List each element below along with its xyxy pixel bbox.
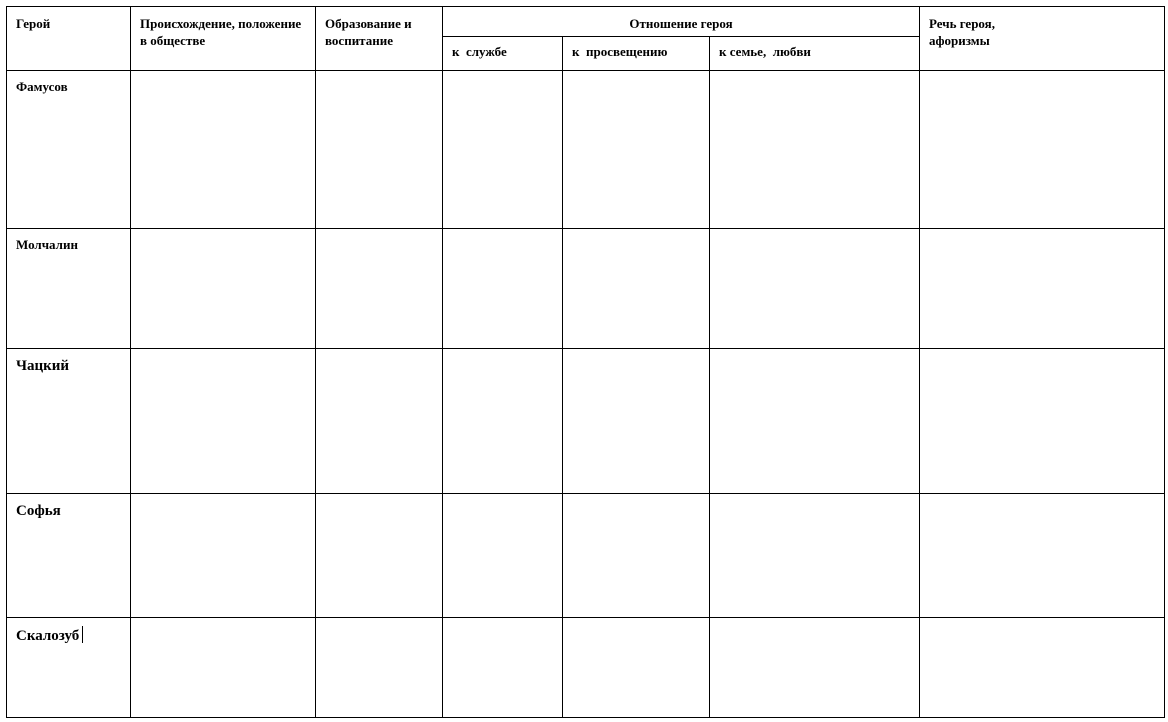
table-cell[interactable] — [710, 349, 920, 494]
header-attitude-text: Отношение героя — [629, 16, 733, 31]
table-cell[interactable] — [131, 494, 316, 618]
table-cell[interactable] — [710, 71, 920, 229]
table-cell[interactable] — [443, 229, 563, 349]
header-hero[interactable] — [7, 7, 131, 71]
table-row — [7, 494, 1165, 618]
header-speech-text: Речь героя, афоризмы — [929, 16, 995, 48]
row-hero-cell[interactable] — [7, 71, 131, 229]
header-hero-text: Герой — [16, 16, 51, 31]
header-origin-text: Происхождение, положение в обществе — [140, 16, 302, 48]
table-cell[interactable] — [443, 349, 563, 494]
subheader-family-love-text: к семье, любви — [719, 44, 811, 59]
header-education[interactable] — [316, 7, 443, 71]
table-cell[interactable] — [316, 618, 443, 718]
row-hero-name: Чацкий — [16, 358, 70, 374]
table-cell[interactable] — [920, 71, 1165, 229]
table-cell[interactable] — [563, 229, 710, 349]
table-cell[interactable] — [563, 71, 710, 229]
table-row — [7, 618, 1165, 718]
table-cell[interactable] — [710, 494, 920, 618]
table-cell[interactable] — [563, 349, 710, 494]
table-cell[interactable] — [443, 618, 563, 718]
header-origin[interactable] — [131, 7, 316, 71]
row-hero-cell[interactable] — [7, 494, 131, 618]
row-hero-name: Фамусов — [16, 79, 68, 94]
row-hero-cell[interactable] — [7, 349, 131, 494]
subheader-service[interactable] — [443, 37, 563, 71]
table-cell[interactable] — [710, 618, 920, 718]
row-hero-name: Молчалин — [16, 237, 78, 252]
heroes-table — [6, 6, 1165, 718]
table-cell[interactable] — [316, 494, 443, 618]
table-cell[interactable] — [920, 494, 1165, 618]
header-speech[interactable] — [920, 7, 1165, 71]
table-cell[interactable] — [316, 229, 443, 349]
table-cell[interactable] — [316, 349, 443, 494]
header-education-text: Образование и воспитание — [325, 16, 412, 48]
table-row — [7, 229, 1165, 349]
row-hero-cell[interactable] — [7, 618, 131, 718]
subheader-service-text: к службе — [452, 44, 507, 59]
table-cell[interactable] — [710, 229, 920, 349]
table-cell[interactable] — [131, 229, 316, 349]
table-row — [7, 349, 1165, 494]
subheader-family-love[interactable] — [710, 37, 920, 71]
table-cell[interactable] — [316, 71, 443, 229]
row-hero-name: Скалозуб — [16, 628, 80, 644]
row-hero-cell[interactable] — [7, 229, 131, 349]
table-cell[interactable] — [131, 71, 316, 229]
table-cell[interactable] — [563, 618, 710, 718]
table-cell[interactable] — [920, 618, 1165, 718]
header-attitude-group[interactable] — [443, 7, 920, 37]
text-cursor — [82, 626, 83, 643]
table-cell[interactable] — [131, 618, 316, 718]
subheader-enlightenment[interactable] — [563, 37, 710, 71]
table-cell[interactable] — [443, 494, 563, 618]
table-cell[interactable] — [443, 71, 563, 229]
table-cell[interactable] — [131, 349, 316, 494]
subheader-enlightenment-text: к просвещению — [572, 44, 668, 59]
table-cell[interactable] — [920, 229, 1165, 349]
table-row — [7, 71, 1165, 229]
row-hero-name: Софья — [16, 503, 61, 519]
table-cell[interactable] — [563, 494, 710, 618]
table-cell[interactable] — [920, 349, 1165, 494]
